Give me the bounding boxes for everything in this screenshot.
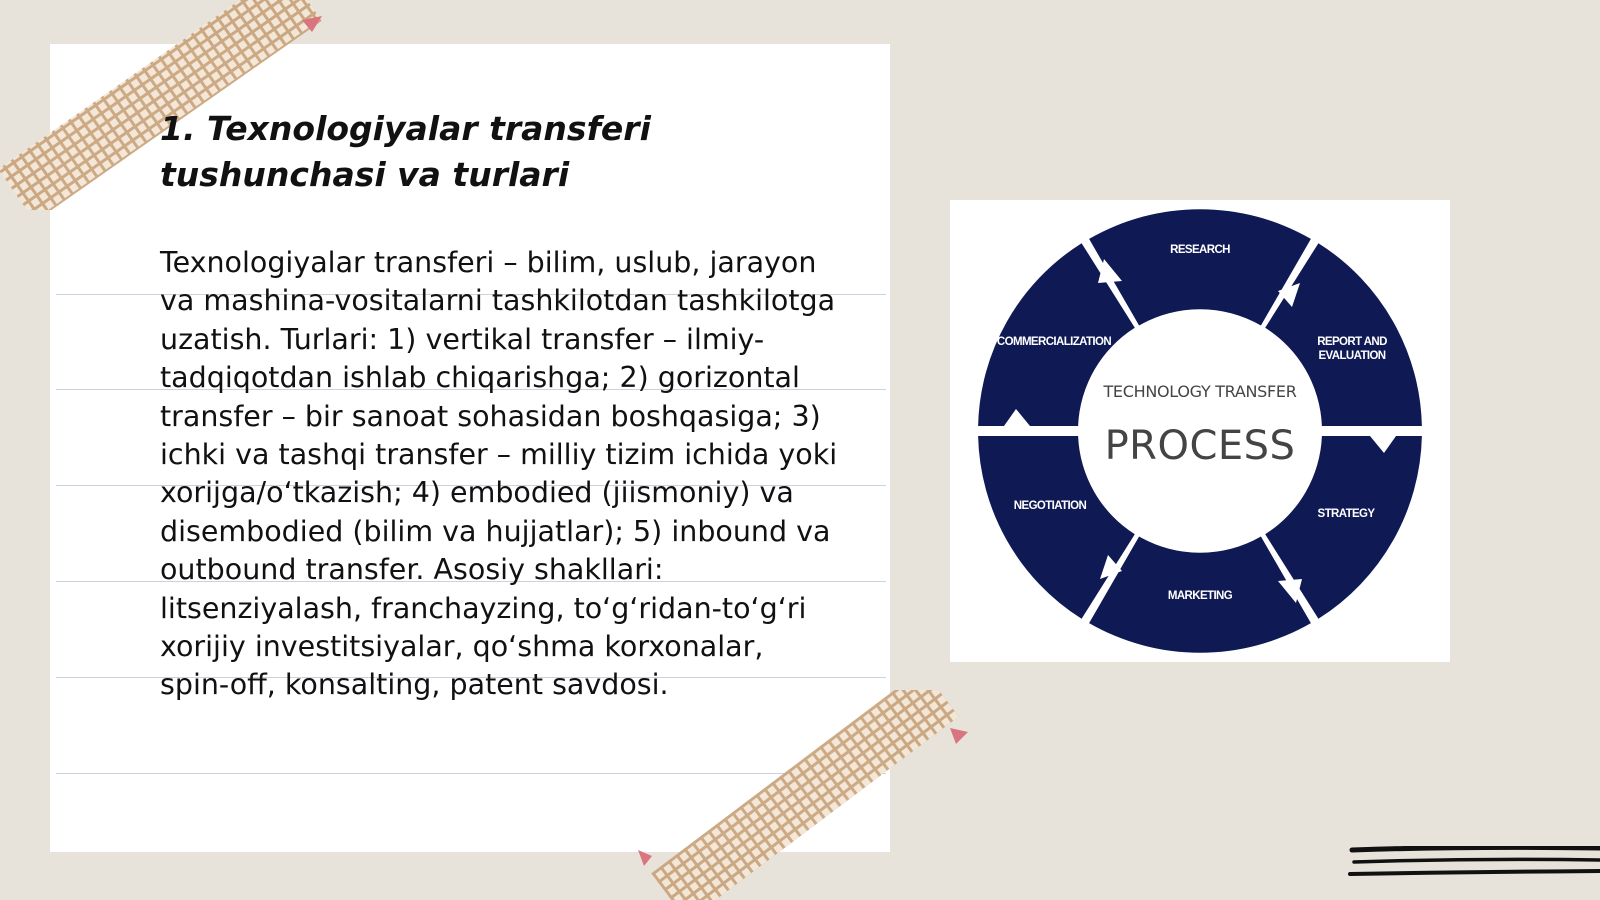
center-label-top: TECHNOLOGY TRANSFER [1103,382,1297,401]
label-negotiation: NEGOTIATION [1013,500,1087,512]
label-marketing: MARKETING [1167,590,1233,602]
label-report-line2: EVALUATION [1318,350,1386,362]
technology-transfer-diagram [950,200,1450,662]
label-research: RESEARCH [1170,244,1230,256]
process-cycle-svg [950,200,1450,662]
label-commercialization: COMMERCIALIZATION [996,336,1112,348]
label-report-line1: REPORT AND [1317,336,1387,348]
center-label-main: PROCESS [1104,423,1296,469]
label-strategy: STRATEGY [1317,508,1375,520]
slide-body-text: Texnologiyalar transferi – bilim, uslub, jarayon va mashina-vositalarni tashkilotdan tashkilotga uzatish. Turlari: 1) vertikal transfer – ilmiy-tadqiqotdan ishlab chiqarishga; 2) gorizontal transfer – bir sanoat sohasidan boshqasiga; 3) ichki va tashqi transfer – milliy tizim ichida yoki xorijga/oʻtkazish; 4) embodied (jiismoniy) va disembodied (bilim va hujjatlar); 5) inbound va outbound transfer. Asosiy shakllari: litsenziyalash, franchayzing, toʻgʻridan-toʻgʻri xorijiy investitsiyalar, qoʻshma korxonalar, spin-off, konsalting, patent savdosi. [160,246,838,702]
slide-title: 1. Texnologiyalar transferi tushunchasi va turlari [160,109,651,194]
masking-tape-bottom [630,690,990,900]
brush-stroke-decoration [1348,846,1600,896]
